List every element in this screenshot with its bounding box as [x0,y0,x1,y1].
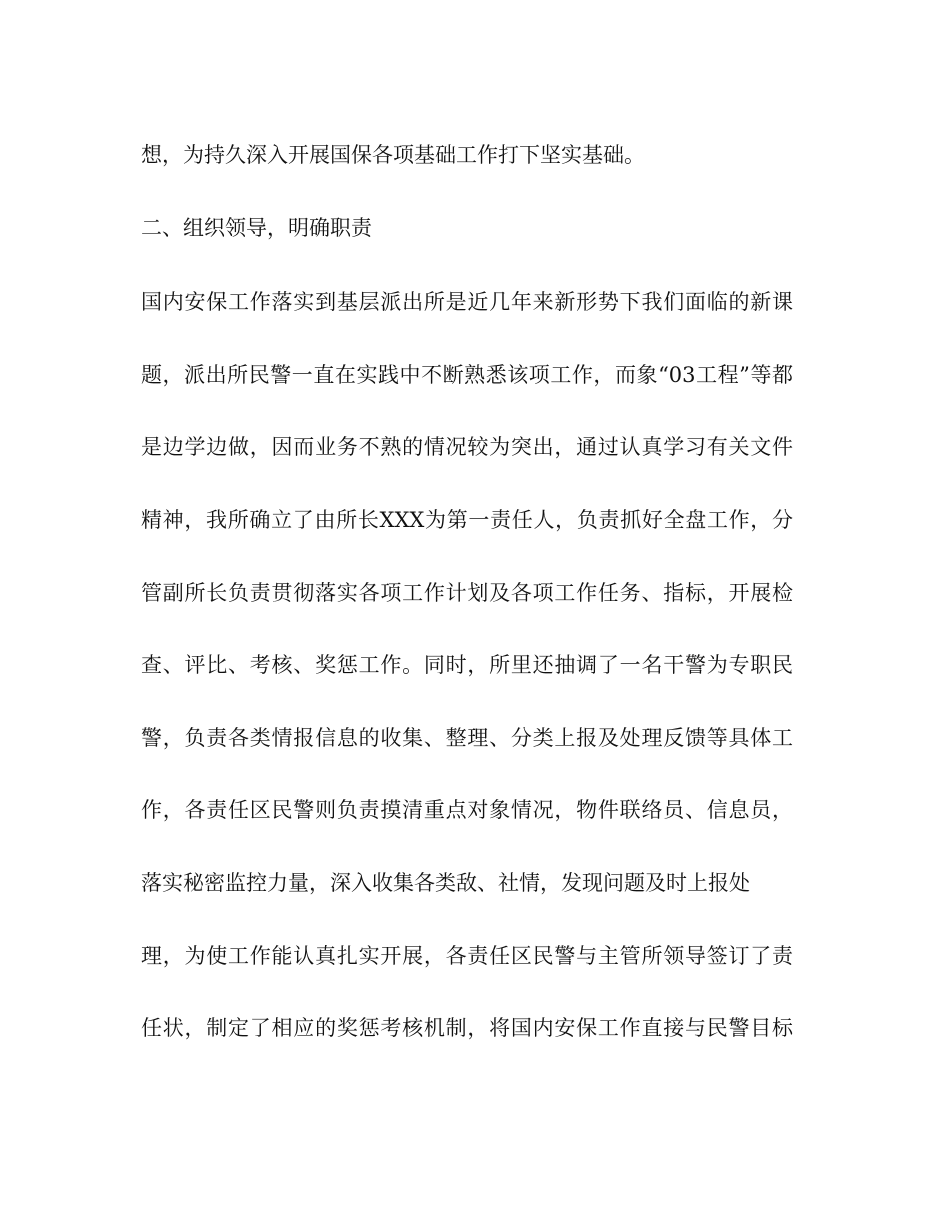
paragraph-line: 作，各责任区民警则负责摸清重点对象情况，物件联络员、信息员， [141,798,793,822]
paragraph-line: 题，派出所民警一直在实践中不断熟悉该项工作，而象“03工程”等都 [141,363,793,387]
section-heading: 二、组织领导，明确职责 [141,216,372,240]
paragraph-line: 理，为使工作能认真扎实开展，各责任区民警与主管所领导签订了责 [141,944,793,968]
paragraph-line: 管副所长负责贯彻落实各项工作计划及各项工作任务、指标，开展检 [141,581,793,605]
paragraph-line: 查、评比、考核、奖惩工作。同时，所里还抽调了一名干警为专职民 [141,653,793,677]
paragraph-line: 想，为持久深入开展国保各项基础工作打下坚实基础。 [141,143,645,167]
paragraph-line: 任状，制定了相应的奖惩考核机制，将国内安保工作直接与民警目标 [141,1016,793,1040]
paragraph-line: 落实秘密监控力量，深入收集各类敌、社情，发现问题及时上报处 [141,871,750,895]
paragraph-line: 是边学边做，因而业务不熟的情况较为突出，通过认真学习有关文件 [141,435,793,459]
paragraph-line: 精神，我所确立了由所长XXX为第一责任人，负责抓好全盘工作，分 [141,508,793,532]
paragraph-line: 警，负责各类情报信息的收集、整理、分类上报及处理反馈等具体工 [141,726,793,750]
paragraph-line: 国内安保工作落实到基层派出所是近几年来新形势下我们面临的新课 [141,290,793,314]
